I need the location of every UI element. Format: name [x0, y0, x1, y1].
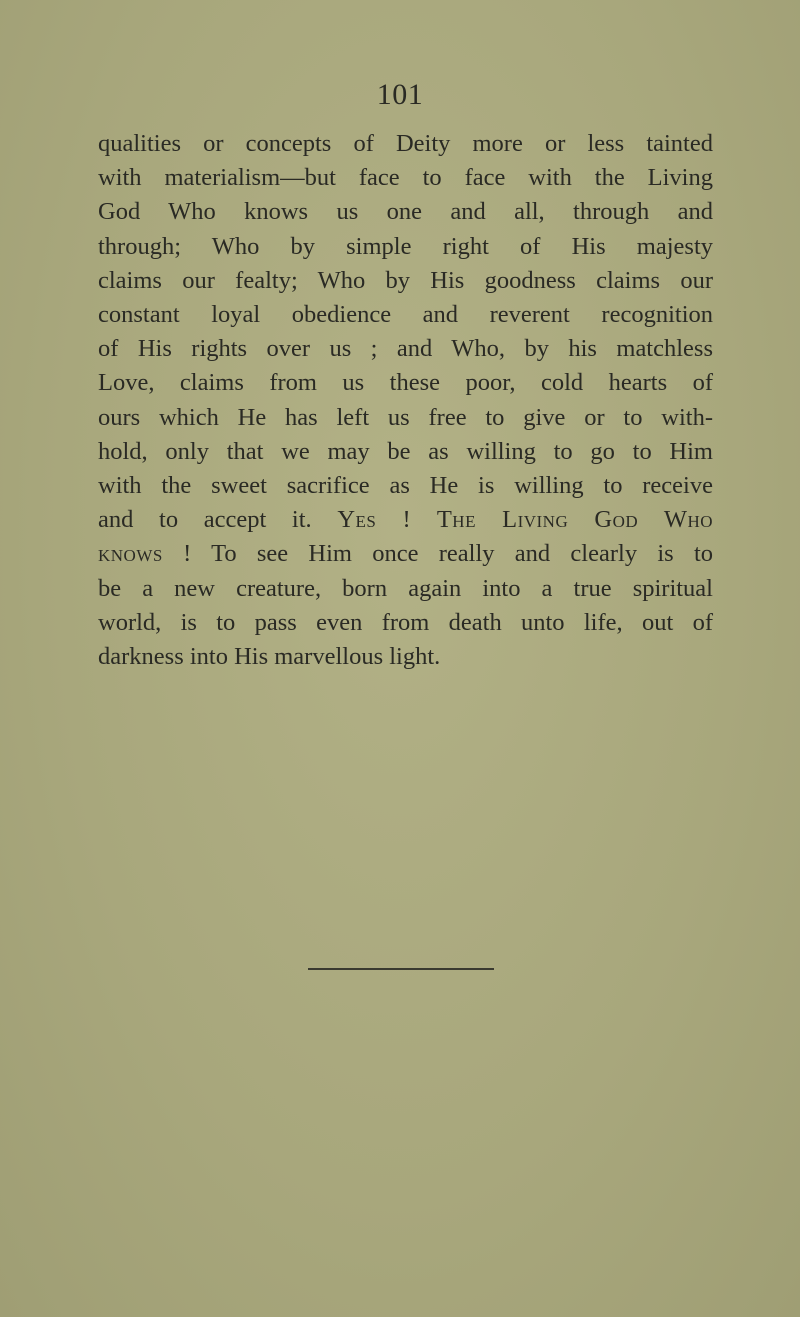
text-line: with the sweet sacrifice as He is willing to receive — [98, 472, 713, 500]
text-line: constant loyal obedience and reverent recognition — [98, 301, 713, 329]
text-line: be a new creature, born again into a true spiritual — [98, 574, 713, 602]
text-segment: ! To see Him once really and clearly is to — [183, 540, 713, 568]
text-line: hold, only that we may be as willing to go to Him — [98, 437, 713, 465]
text-line: qualities or concepts of Deity more or less tainted — [98, 130, 713, 157]
text-line: darkness into His marvellous light. — [98, 643, 441, 671]
text-line: God Who knows us one and all, through and — [98, 198, 713, 226]
small-caps-text: knows — [98, 540, 163, 568]
text-line: of His rights over us ; and Who, by his matchless — [98, 335, 713, 363]
small-caps-text: Yes ! The Living God Who — [337, 506, 713, 534]
text-segment: and to accept it. — [98, 506, 312, 534]
text-line — [98, 503, 713, 537]
page-number: 101 — [376, 78, 424, 111]
text-line: through; Who by simple right of His majesty — [98, 232, 713, 260]
text-line: ours which He has left us free to give or to with- — [98, 403, 713, 431]
text-line: Love, claims from us these poor, cold hearts of — [98, 369, 713, 397]
body-paragraph — [98, 127, 713, 674]
text-line — [98, 537, 713, 571]
section-divider — [308, 968, 494, 970]
text-line: claims our fealty; Who by His goodness claims our — [98, 266, 713, 294]
text-line: with materialism—but face to face with the Living — [98, 164, 713, 192]
text-line: world, is to pass even from death unto life, out of — [98, 608, 713, 636]
